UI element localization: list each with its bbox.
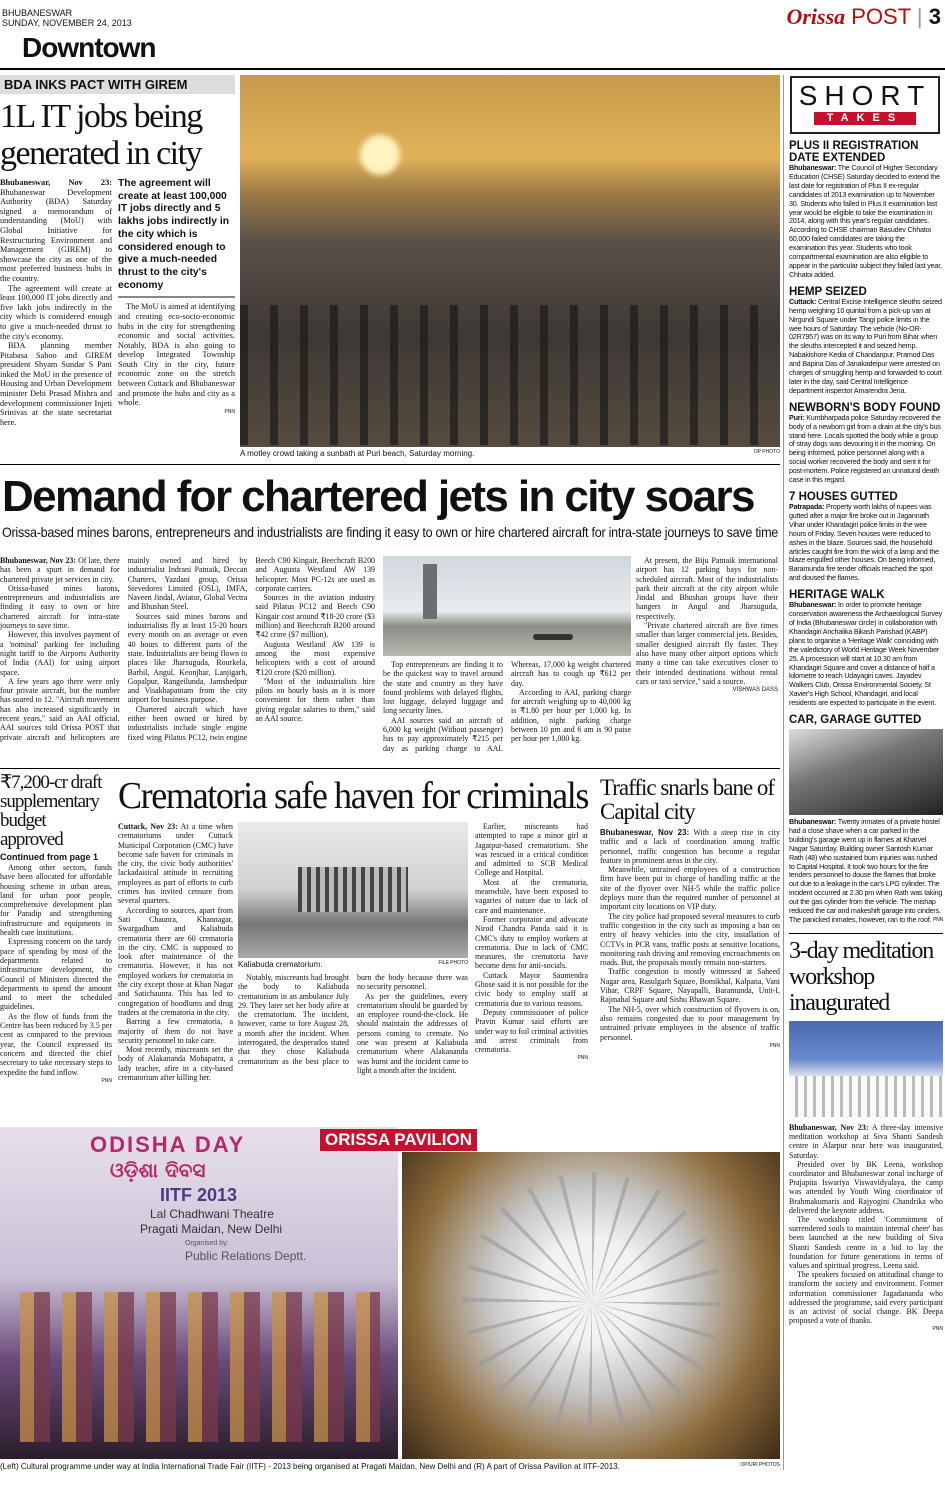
paragraph: Orissa-based mines barons, entrepreneurs and industrialists are finding it easy to own or hire chartered aircraft for intra-state journeys to save time.	[0, 583, 120, 631]
crematoria-headline: Crematoria safe haven for criminals	[118, 775, 588, 817]
paragraph: Meanwhile, untrained employees of a construction firm have been put in charge of handling traffic at the site of the flyover over NH-5 while the traffic police deploys more than the required number of personnel at important city locations on VIP duty.	[600, 865, 780, 912]
paragraph: Among other sectors, funds have been allocated for affordable housing scheme in urban areas, land for urban poor people, comprehensive development plan for Paradip and strengthening infrastructure and equipments in health care institutions.	[0, 863, 112, 938]
paragraph: "Private chartered aircraft are five times smaller than larger commercial jets. Besides, smaller designed aircraft fly faster. They also have many other airport options which many a time can take executives closer to their intended destinations without rental cars or taxi service," said a source.	[636, 621, 778, 686]
agency-credit: PNN	[101, 1077, 112, 1084]
budget-headline: ₹7,200-cr draft supplementary budget approved	[0, 772, 102, 850]
divider	[0, 464, 780, 465]
photo-credit: OP/URI PHOTOS	[740, 1462, 780, 1468]
top-story-col2-body	[118, 302, 235, 415]
photo-credit: OP PHOTO	[753, 449, 780, 455]
top-story	[0, 75, 235, 427]
logo-text: SHORT	[798, 80, 932, 111]
paragraph: Deputy commissioner of police Pravin Kumar said efforts are under way to foil criminal activities and arrest criminals from crematoria.	[475, 1007, 588, 1055]
traffic-body	[600, 828, 780, 1049]
item-text: The Council of Higher Secondary Education (CHSE) Saturday decided to extend the last date for registration of Plus II ex-regular candidates of 2013 examination up to November 30. Students who failed in Plus II examination last year would be eligible to take the examination in 2014, along with this year's regular candidates. According to CHSE chairman Basudev Chhatoi 60,000 failed candidates are taking the examination this year. Students who took compartmental examination are also eligible to appear in the particular subject they failed last year, Chhatoi added.	[789, 163, 942, 279]
meditation-photo	[789, 1021, 943, 1117]
traffic-story	[600, 776, 780, 1051]
paragraph: The NH-5, over which construction of flyovers is on, also remains congested due to poor management by untrained private employees in the absence of traffic personnel.	[600, 1004, 780, 1042]
paragraph: At a time when crematoriums under Cuttack Municipal Corporation (CMC) have become safe haven for criminals in the city, the civic body authorities' lackadaisical attitude in recruiting employees as part of efforts to curb crimes has invited censure from several quarters.	[118, 822, 233, 906]
caption-text: A motley crowd taking a sunbath at Puri beach, Saturday morning.	[240, 449, 475, 458]
traffic-headline: Traffic snarls bane of Capital city	[600, 775, 775, 824]
jets-subhead: Orissa-based mines barons, entrepreneurs and industrialists are finding it easy to own or hire chartered aircraft for intra-state journeys to save time	[2, 524, 779, 540]
paragraph: Most recently, miscreants set the body of Alakananda Mohapatra, a lady teacher, afire in a city-based crematorium after killing her.	[118, 1045, 233, 1083]
byline: VISHWAS DASS	[732, 687, 778, 694]
top-story-col1	[0, 178, 112, 427]
banner-text: Public Relations Deptt.	[185, 1249, 307, 1263]
sidebar	[789, 76, 943, 1335]
header-rule	[0, 68, 945, 70]
continued-label: Continued from page 1	[0, 852, 99, 862]
kicker: BDA INKS PACT WITH GIREM	[0, 75, 235, 94]
sidebar-divider	[783, 75, 784, 1470]
agency-credit: PNN	[224, 408, 235, 415]
meditation-headline: 3-day meditation workshop inaugurated	[789, 937, 934, 1016]
dateline: Bhubaneswar, Nov 23:	[0, 178, 112, 187]
budget-story	[0, 773, 112, 1086]
crematoria-col2	[238, 973, 468, 1075]
paragraph: Chartered aircraft which have either been owned or hired by industrialists include single engine fixed wing Pilatus PC12, twin engine Beech C90 Kingair, Beechcraft B200 and Augusta Westland AW 139 helicopter. Most PC-12s are used as corporate carriers.	[127, 556, 375, 742]
paragraph: With a steep rise in city traffic and a lack of coordination among traffic personnel, traffic congestion has become a regular feature in prominent areas in the city.	[600, 828, 780, 865]
orissa-pavilion-tag: ORISSA PAVILION	[320, 1129, 477, 1151]
item-text: Kumbharpada police Saturday recovered the body of a newborn girl from a drain at the city's bus stand here. Locals spotted the body while a group of stray dogs was devouring it in the morning. On being informed, police personnel along with a social worker recovered the body and sent it for post-mortem. Police registered an unnatural death case in this regard.	[789, 412, 941, 485]
item-title: NEWBORN'S BODY FOUND	[789, 401, 941, 414]
caption-text: Kaliabuda crematorium.	[238, 960, 323, 969]
short-take-item	[789, 589, 943, 708]
agency-credit: PNN	[769, 1042, 780, 1049]
paragraph: Former corporator and advocate Nirod Chandra Panda said it is CMC's duty to employ workers at crematoria. Due to lack of CMC measures, the crematoria have become dens for anti-socials.	[475, 914, 588, 971]
brand-logo: Orissa POST | 3	[786, 4, 941, 29]
paragraph: Most of the crematoria, meanwhile, have been exposed to vagaries of nature due to lack of care and maintenance.	[475, 877, 588, 915]
jets-body-mid	[383, 660, 631, 753]
paragraph: Cuttack Mayor Saumendra Ghose said it is not possible for the civic body to employ staff at crematoria due to various reasons.	[475, 970, 588, 1008]
dateline: Puri:	[789, 412, 805, 422]
paragraph: Presided over by BK Leena, workshop coordinator and Bhubaneswar zonal incharge of Prajapita Iswariya Viswavidyalaya, the camp was attended by Youth Wing coordinator of Brahmakumaris and Rajyogini Chandrika who delivered the keynote address.	[789, 1159, 943, 1215]
divider	[0, 768, 780, 769]
banner-text: ODISHA DAY	[90, 1132, 246, 1157]
item-title: 7 HOUSES GUTTED	[789, 491, 898, 503]
paragraph: As the flow of funds from the Centre has been reduced by 3.5 per cent as compared to the previous year, the Council expressed its concern and directed the chief secretary to take necessary steps to expedite the fund inflow.	[0, 1011, 112, 1077]
paragraph: "Most of the industrialists hire pilots on hourly basis as it is more convenient for them rather than giving regular salaries to them," said an AAI source.	[255, 676, 375, 724]
dateline: Cuttack, Nov 23:	[118, 822, 178, 831]
paragraph: The workshop titled 'Commitment of surrendered souls to maintain internal cheer' has been launched at the new building of Siva Shanti Sandesh centre in a bid to lay the foundation for future generations in terms of values and spiritual progress, Leena said.	[789, 1214, 943, 1270]
paragraph: Sources in the aviation industry said Pilatus PC12 and Beech C90 Kingair cost around ₹18-20 crore ($3 million) and Beechcraft B200 around ₹42 crore ($7 million).	[255, 593, 375, 640]
top-headline: 1L IT jobs being generated in city	[0, 98, 202, 172]
short-takes-logo	[790, 76, 940, 134]
photo-credit: FILE PHOTO	[438, 960, 468, 966]
dateline: Patrapada:	[789, 502, 825, 511]
caption-text: (Left) Cultural programme under way at India International Trade Fair (IITF) - 2013 being organised at Pragati Maidan, New Delhi and (R) A part of Orissa Pavilion at IITF-2013.	[0, 1462, 620, 1471]
dateline: Bhubaneswar, Nov 23:	[789, 1122, 869, 1132]
meditation-body	[789, 1122, 943, 1333]
paragraph: Bhubaneswar Development Authority (BDA) Saturday signed a memorandum of understanding (MoU) with Global Initiative for Restructuring Environment and Management (GIREM) to showcase the city as one of the most preferred business hubs in the country.	[0, 187, 112, 283]
item-title: HERITAGE WALK	[789, 589, 885, 602]
dateline: Bhubaneswar:	[789, 163, 837, 172]
paragraph: The MoU is aimed at identifying and creating eco-socio-economic hubs in the city for strengthening economic and social activities. Notably, BDA is also going to develop Integrated Township South City in the city, future economic zone on the stretch between Cuttack and Bhubaneswar and promote the hubs and city as a whole.	[118, 302, 235, 408]
item-text: Property worth lakhs of rupees was gutted after a major fire broke out in Jagannath Vihar under Khandagiri police limits in the wee hours of Friday. Seven houses were reduced to ashes in the blaze. Sources said, the household articles caught fire from the wick of a lamp and the blaze engulfed other houses. On being informed, Baramunda fire tender officials reached the spot and doused the flames.	[789, 502, 939, 583]
banner-text: Organised by:	[185, 1240, 229, 1247]
paragraph: The city police had proposed several measures to curb traffic congestion in the city such as imposing a ban on entry of heavy vehicles into the city, installation of CCTVs in PCR vans, traffic posts at sensitive locations, monitoring rash driving and removing encroachments on roads. But, the proposals mostly remain non-starters.	[600, 911, 780, 968]
short-take-item	[789, 286, 943, 396]
dateline: Bhubaneswar, Nov 23:	[0, 556, 76, 565]
paragraph: Top entrepreneurs are finding it to be the quickest way to travel around the state and country as they have found problems with delayed flights, lost luggage, delayed luggage and long security lines.	[383, 660, 503, 716]
short-take-item	[789, 140, 943, 280]
dateline: Cuttack:	[789, 296, 817, 306]
paragraph: The speakers focused on attitudinal change to transform the society and environment. Former information commissioner Jagadananda who addressed the programme, said every participant is an activist of social change. BK Deepa proposed a vote of thanks.	[789, 1270, 943, 1326]
dateline: Bhubaneswar, Nov 23:	[600, 828, 690, 837]
agency-credit: PNN	[577, 1055, 588, 1062]
banner-odia-text: ଓଡ଼ିଶା ଦିବସ	[110, 1158, 206, 1182]
crematorium-photo	[238, 822, 468, 958]
paragraph: A three-day intensive meditation workshop at Siva Shanti Sandesh centre in Alarpur near here was inaugurated, Saturday.	[789, 1122, 943, 1160]
paragraph: Barring a few crematoria, a majority of them do not have security personnel to take care.	[118, 1017, 233, 1045]
paragraph: Notably, miscreants had brought the body to Kaliabuda crematorium in an ambulance July 29. They later set her body afire at the crematorium. The incident, however, came to fore August 28, a month after the incident. When interrogated, the desperados stated that they chose Kaliabuda crematorium as the best place to burn the body because there was no security personnel.	[238, 973, 468, 1066]
divider	[789, 933, 943, 934]
paragraph: A few years ago there were only four private aircraft, but the number has soared to 12. "Aircraft movement has also increased significantly in recent years," said an AAI official. AAI sources told Orissa POST that private aircraft and helicopters are mainly owned and hired by industrialist Indrani Patnaik, Deccan Charters, Yazdani group, Orissa Stevedores Limited (OSL), IMFA, Naveen Jindal, Aviator, Global Vectra and Bhushan Steel.	[0, 556, 248, 742]
pavilion-caption	[0, 1462, 780, 1471]
dateline: Bhubaneswar:	[789, 600, 837, 610]
item-text: In order to promote heritage conservation awareness the Archaeological Survey of India (Bhubaneswar circle) in collaboration with Khandagiri Anchalika Bikash Parishad (KABP) plans to organise a 'Heritage Walk' coinciding with the valedictory of World Heritage Week November 25. A procession will start at 10.30 am from Khandagiri Square and cover a distance of half a kilometre to reach Udayagiri caves. Jayadev Walkers Club, Orissa Environmental Society, St Xavier's High School, Khandagiri, and local residents are expected to participate in the event.	[789, 600, 943, 708]
top-story-col2	[118, 178, 235, 427]
jets-head-block	[2, 470, 778, 541]
banner-text: Pragati Maidan, New Delhi	[140, 1222, 283, 1236]
jets-body-left	[0, 556, 375, 742]
banner-text: IITF 2013	[160, 1185, 238, 1205]
car-fire-photo	[789, 729, 943, 815]
crematoria-head-block	[118, 774, 588, 818]
agency-credit: PNN	[933, 917, 943, 923]
crematorium-caption	[238, 960, 468, 969]
pull-quote: The agreement will create at least 100,000 IT jobs directly and 5 lakhs jobs indirectly in the city which is considered enough to give a much-needed thrust to the city's economy	[118, 178, 235, 298]
short-take-item	[789, 491, 943, 583]
short-take-item	[789, 402, 943, 485]
item-title: HEMP SEIZED	[789, 285, 867, 298]
top-story-columns	[0, 178, 235, 427]
paragraph: The agreement will create at least 100,000 IT jobs directly and five lakh jobs indirectly in the city which is considered enough to give a much-needed thrust to the city's economy.	[0, 283, 112, 341]
paragraph: BDA planning member Pitabasa Sahoo and GIREM president Shyam Sundar S Pani inked the MoU in the presence of Housing and Urban Development minister Debi Prasad Mishra and development commissioner Injeti Srinivas at the state secretariat here.	[0, 341, 112, 427]
puri-beach-photo	[240, 75, 780, 447]
jets-body-right	[636, 556, 778, 695]
logo-text: TAKES	[814, 112, 916, 125]
paragraph: Of late, there has been a spurt in demand for chartered private jet services in city.	[0, 556, 120, 584]
paragraph: Earlier, miscreants had attempted to rape a minor girl at Jagatpur-based crematorium. She was rescued in a critical condition and admitted to SCB Medical College and Hospital.	[475, 822, 588, 878]
page-number: 3	[928, 4, 941, 29]
paragraph: Sources said mines barons and industrialists fly at least 15-20 hours every month on an average or even 40 hours to different parts of the state. Industrialists are being flown to places like Jharsuguda, Rourkela, Barbil, Angul, Keonjhar, Lanjigarh, Gopalpur, Rangeilunda, Jamshedpur and Visakhapatnam from the city airport for business purpose.	[127, 611, 248, 705]
item-text: Central Excise Intelligence sleuths seized hemp weighing 10 quintal from a pick-up van at Nirgundi Square under Tangi police limits in the wee hours of Saturday. The vehicle (No-OR-02R7957) was on its way to Puri from Bihar when the sleuths intercepted it and seized hemp. Nabakishore Kedia of Chandanpur, Pramod Das and Bapina Das of Janakadeipur were arrested on charges of smuggling hemp and forwarded to court later in the day, said Central Intelligence department inspector Amarendra Jena.	[789, 296, 942, 395]
item-text: Twenty inmates of a private hostel had a close shave when a car parked in the building's garage went up in flames at Kharvel Nagar Saturday. Building owner Santosh Kumar Rath (48) who sustained burn injuries was rushed to Capital Hospital. It took two hours for the fire tenders personnel to douse the flames that broke out due to a leakage in the car's LPG cylinder. The incident occurred at 2.30 pm when Rath was taking out the gas cylinder from the vehicle. The mishap reduced the car and makeshift garage into cinders. The panicked inmates, however, ran to the roof.	[789, 817, 943, 924]
brand-post: POST	[851, 4, 911, 29]
item-title: PLUS II REGISTRATION DATE EXTENDED	[789, 140, 919, 164]
paragraph: Traffic congestion is mostly witnessed at Saheed Nagar area, Rasulgarh Square, Bomikhal, Kalpana, Vani Vihar, CRPF Square, Nayapalli, Baramunda, Unit-I, Rajmahal Square and Sishu Bhawan Square.	[600, 967, 780, 1005]
agency-credit: PNN	[932, 1326, 943, 1333]
cultural-programme-photo	[0, 1127, 398, 1459]
crematoria-col3	[475, 822, 588, 1064]
brand-orissa: Orissa	[786, 4, 846, 29]
paragraph: Augusta Westland AW 139 is among the most expensive helicopters with a cost of around ₹120 crore ($20 million).	[255, 639, 375, 677]
jets-headline: Demand for chartered jets in city soars	[2, 472, 754, 521]
crematoria-col1	[118, 822, 233, 1082]
dateline: Bhubaneswar:	[789, 817, 837, 827]
section-title: Downtown	[22, 32, 156, 63]
paragraph: Expressing concern on the tardy pace of spending by most of the departments related to infrastructure development, the Council of Ministers directed the departments to spend the amount and to meet the scheduled guidelines.	[0, 937, 112, 1012]
paragraph: According to AAI, parking charge for aircraft weighing up to 40,000 kg is ₹1.80 per hour per 1,000 kg. In addition, night parking charge between 10 pm and 6 am is 90 paise per hour per 1,000 kg.	[511, 687, 631, 744]
paragraph: AAI sources said an aircraft of 6,000 kg weight (Without passenger) has to pay approximately ₹215 per day as parking charge to AAI. Whereas, 17,000 kg weight chartered aircraft has to cough up ₹612 per day.	[383, 660, 631, 753]
budget-body	[0, 852, 112, 1084]
photo-caption	[240, 449, 780, 458]
airport-photo	[383, 556, 631, 656]
banner-text: Lal Chadhwani Theatre	[150, 1207, 274, 1221]
masthead-date	[2, 8, 132, 28]
item-title: CAR, GARAGE GUTTED	[789, 714, 922, 727]
date-label: SUNDAY, NOVEMBER 24, 2013	[2, 18, 132, 28]
paragraph: However, this involves payment of a 'nominal' parking fee including night tariff to the Airports Authority of India (AAI) for using airport space.	[0, 630, 120, 677]
pavilion-photo	[402, 1152, 780, 1459]
crematoria-middle	[238, 822, 468, 1075]
paragraph: At present, the Biju Patnaik international airport has 12 parking bays for non-scheduled aircraft. Most of the industrialists park their aircraft at the city airport while Jindal and Bhushan groups have their hangers in Angul and Jharsuguda, respectively.	[636, 556, 778, 621]
short-takes-list	[789, 140, 943, 925]
city-label: BHUBANESWAR	[2, 8, 73, 18]
paragraph: According to sources, apart from Sati Chaunra, Khannagar, Swargadham and Kaliabuda crematoria there are 60 crematoria in the city. CMC is supposed to look after maintenance of the crematoria. However, it has not employed workers for crematoria in the city except those at Khan Nagar and Satichaunra. This has led to congregation of hoodlums and drug traders at the crematoria in the city.	[118, 905, 233, 1017]
paragraph: As per the guidelines, every crematorium should be guarded by an employee round-the-clock. He should maintain the addresses of persons coming to cremate. No one was present at Kaliabuda crematorium where Alakananda was burnt and the incident came to light a month after the incident.	[357, 991, 468, 1075]
short-take-item	[789, 714, 943, 925]
